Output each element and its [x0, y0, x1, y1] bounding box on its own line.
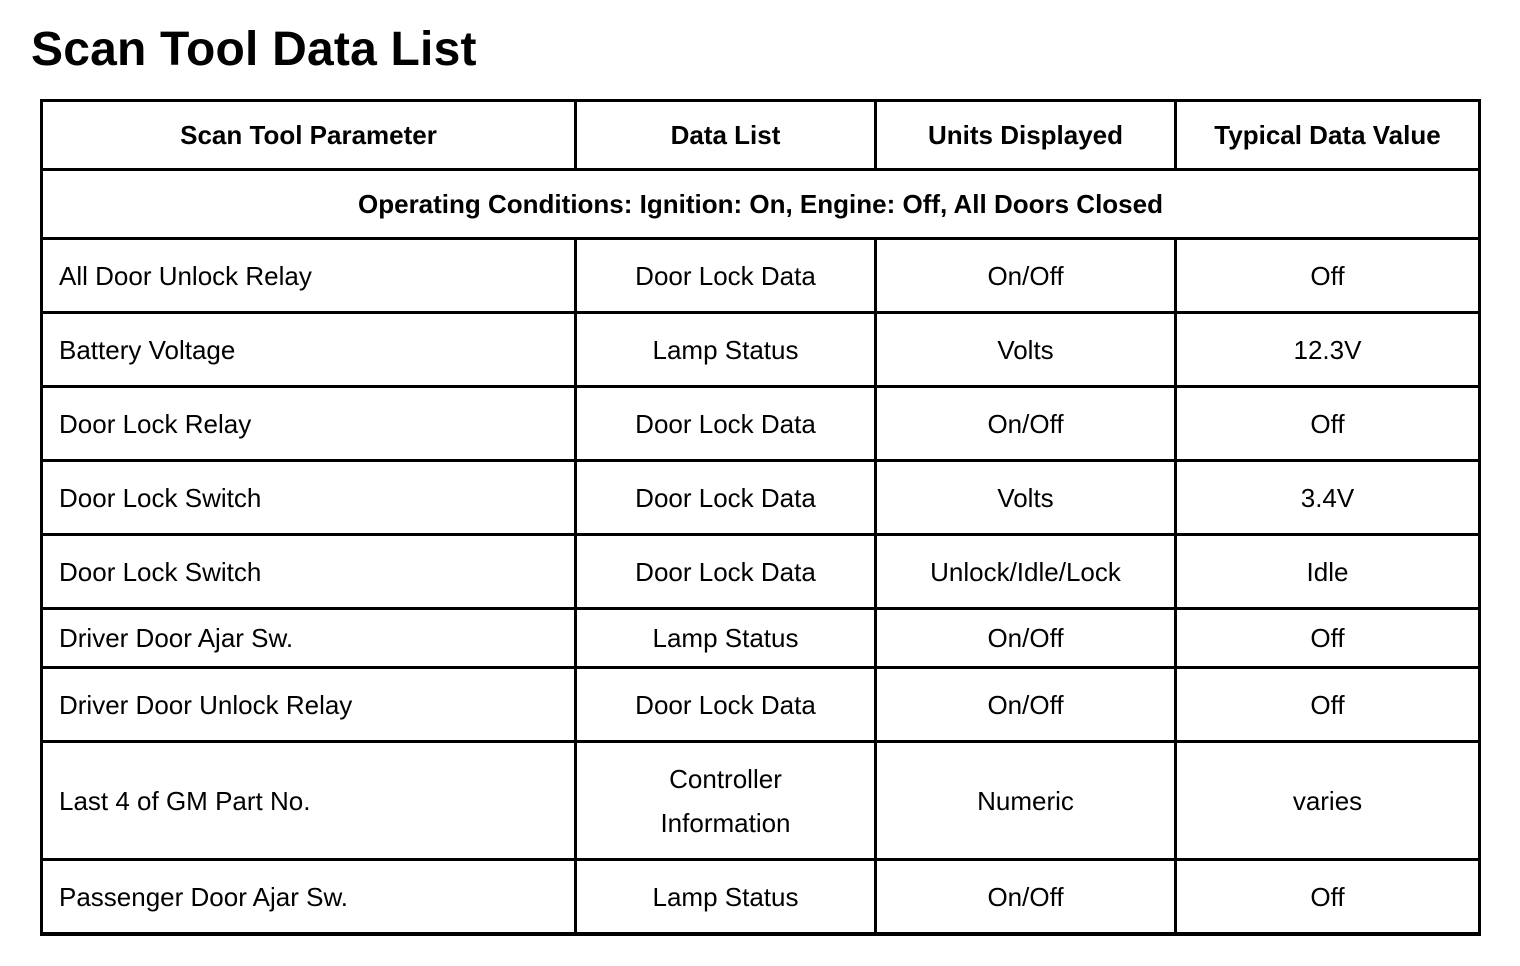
table-row: [42, 387, 1480, 461]
parameter-cell: Driver Door Ajar Sw.: [42, 609, 576, 668]
data-list-cell: Lamp Status: [576, 609, 876, 668]
units-cell: On/Off: [876, 387, 1176, 461]
header-typical-data-value: Typical Data Value: [1176, 101, 1480, 170]
scan-tool-data-table: [40, 99, 1481, 936]
data-list-line: Information: [660, 807, 791, 838]
operating-conditions: Operating Conditions: Ignition: On, Engine: Off, All Doors Closed: [42, 170, 1480, 239]
parameter-cell: All Door Unlock Relay: [42, 239, 576, 313]
value-cell: Off: [1176, 387, 1480, 461]
parameter-cell: Driver Door Unlock Relay: [42, 668, 576, 742]
table-row: [42, 742, 1480, 860]
header-scan-tool-parameter: Scan Tool Parameter: [42, 101, 576, 170]
units-cell: On/Off: [876, 609, 1176, 668]
table-row: [42, 313, 1480, 387]
parameter-cell: Door Lock Switch: [42, 461, 576, 535]
units-cell: On/Off: [876, 668, 1176, 742]
parameter-cell: Last 4 of GM Part No.: [42, 742, 576, 860]
table-row: [42, 609, 1480, 668]
units-cell: Volts: [876, 313, 1176, 387]
data-list-cell: Door Lock Data: [576, 387, 876, 461]
parameter-cell: Door Lock Relay: [42, 387, 576, 461]
value-cell: Off: [1176, 609, 1480, 668]
data-list-cell: Door Lock Data: [576, 668, 876, 742]
units-cell: On/Off: [876, 860, 1176, 935]
units-cell: On/Off: [876, 239, 1176, 313]
header-units-displayed: Units Displayed: [876, 101, 1176, 170]
data-list-cell: Lamp Status: [576, 313, 876, 387]
table-row: [42, 535, 1480, 609]
data-list-line: Controller: [669, 763, 782, 794]
data-list-cell: Door Lock Data: [576, 535, 876, 609]
value-cell: varies: [1176, 742, 1480, 860]
data-list-cell: Lamp Status: [576, 860, 876, 935]
value-cell: Off: [1176, 668, 1480, 742]
units-cell: Numeric: [876, 742, 1176, 860]
table-row: [42, 860, 1480, 935]
header-data-list: Data List: [576, 101, 876, 170]
units-cell: Unlock/Idle/Lock: [876, 535, 1176, 609]
parameter-cell: Battery Voltage: [42, 313, 576, 387]
table-row: [42, 668, 1480, 742]
parameter-cell: Passenger Door Ajar Sw.: [42, 860, 576, 935]
table-row: [42, 239, 1480, 313]
table-row: [42, 461, 1480, 535]
value-cell: 12.3V: [1176, 313, 1480, 387]
page-title: Scan Tool Data List: [31, 23, 477, 76]
operating-conditions-row: [42, 170, 1480, 239]
value-cell: Idle: [1176, 535, 1480, 609]
value-cell: 3.4V: [1176, 461, 1480, 535]
value-cell: Off: [1176, 860, 1480, 935]
data-list-cell: Door Lock Data: [576, 461, 876, 535]
data-list-cell: [576, 742, 876, 860]
parameter-cell: Door Lock Switch: [42, 535, 576, 609]
table-header-row: [42, 101, 1480, 170]
value-cell: Off: [1176, 239, 1480, 313]
data-list-cell: Door Lock Data: [576, 239, 876, 313]
units-cell: Volts: [876, 461, 1176, 535]
